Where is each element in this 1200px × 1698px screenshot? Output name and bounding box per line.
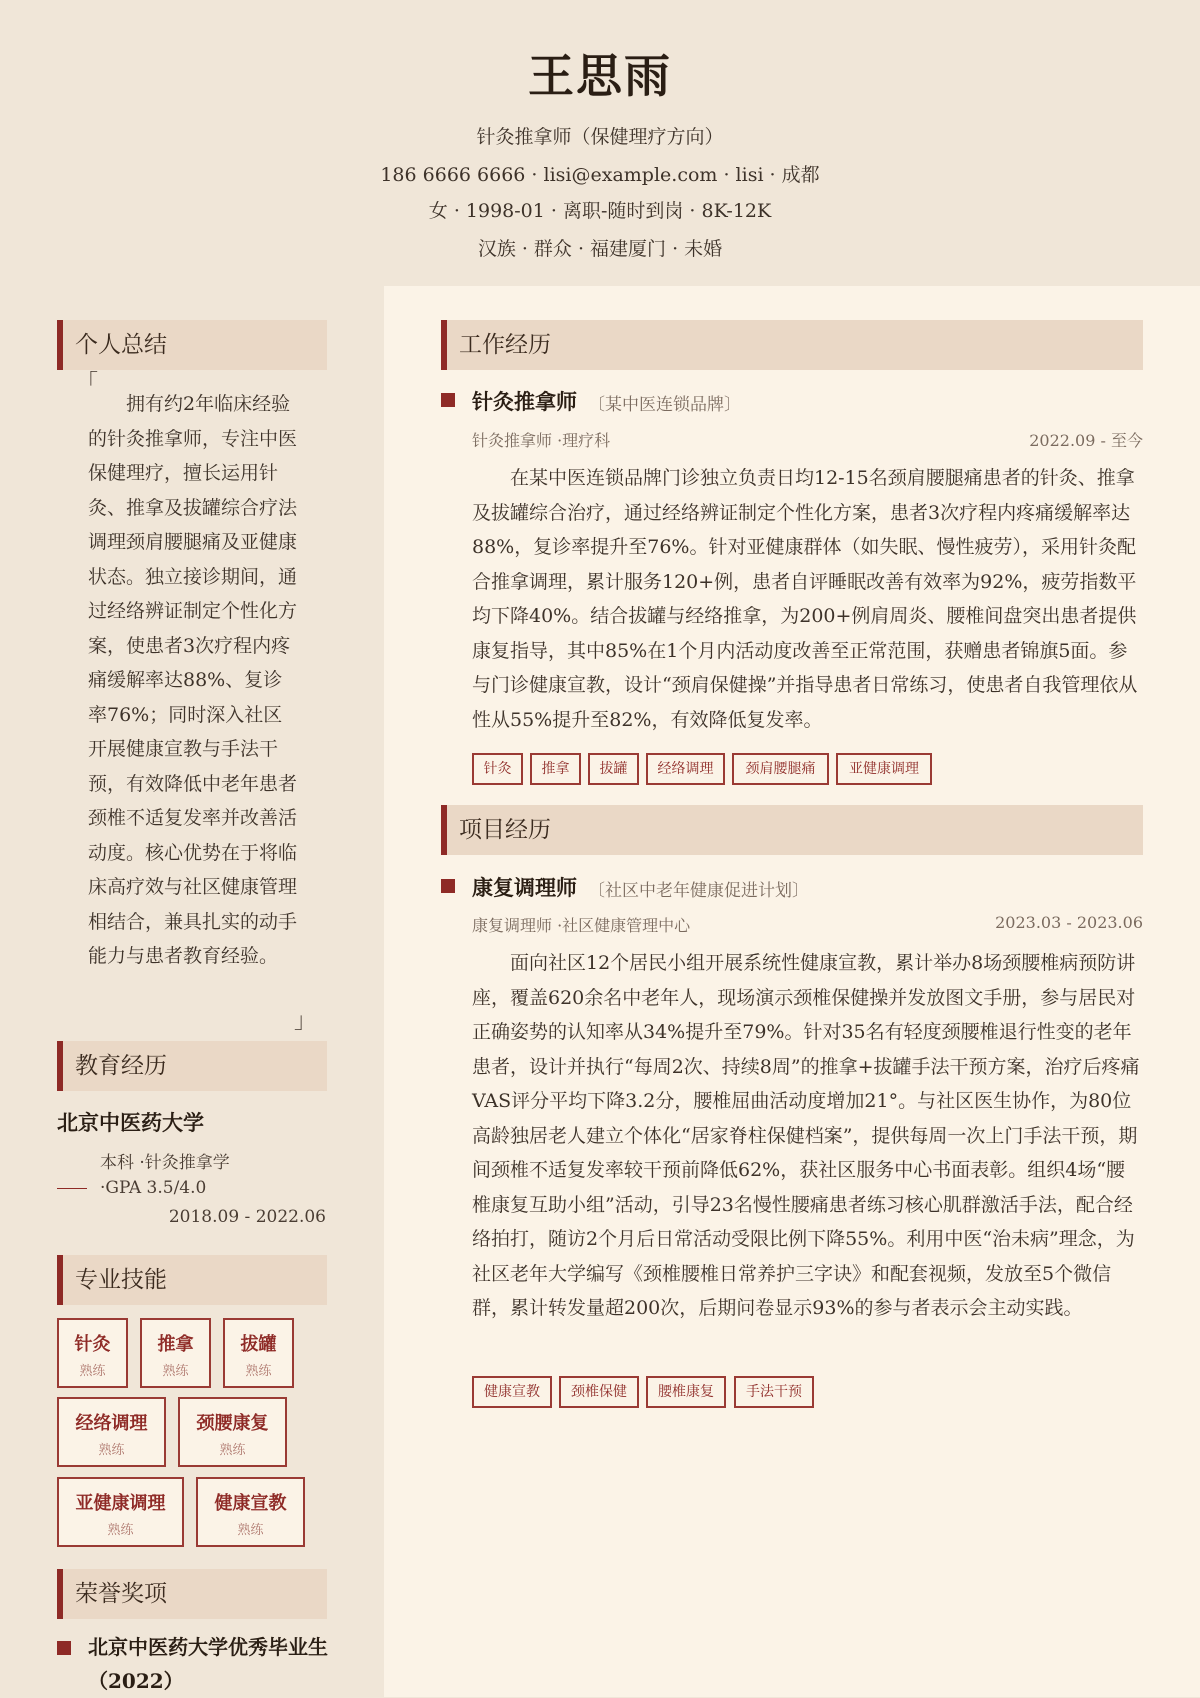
work-tag: 经络调理 — [646, 753, 725, 785]
work-tag: 推拿 — [530, 753, 581, 785]
resume-header — [0, 0, 1200, 286]
skill-level: 熟练 — [219, 1443, 246, 1458]
project-tag: 颈椎保健 — [559, 1376, 639, 1408]
section-title-awards: 荣誉奖项 — [57, 1569, 327, 1619]
extra-info-line: 汉族 · 群众 · 福建厦门 · 未婚 — [477, 238, 723, 260]
education-date: 2018.09 - 2022.06 — [168, 1207, 326, 1227]
section-title-skills: 专业技能 — [57, 1255, 327, 1305]
summary-text: 拥有约2年临床经验的针灸推拿师，专注中医保健理疗，擅长运用针灸、推拿及拔罐综合疗法调理颈肩腰腿痛及亚健康状态。独立接诊期间，通过经络辨证制定个性化方案，使患者3次疗程内疼痛缓解率达88%、复诊率76%；同时深入社区开展健康宣教与手法干预，有效降低中老年患者颈椎不适复发率并改善活动度。核心优势在于将临床高疗效与社区健康管理相结合，兼具扎实的动手能力与患者教育经验。 — [88, 393, 298, 967]
skill-level: 熟练 — [237, 1523, 264, 1538]
contact-line: 186 6666 6666 · lisi@example.com · lisi · 成都 — [380, 164, 820, 186]
degree-major: 本科 ·针灸推拿学 — [100, 1153, 230, 1173]
project-tag: 手法干预 — [734, 1376, 814, 1408]
project-org: 〔社区中老年健康促进计划〕 — [588, 881, 809, 901]
work-tag: 颈肩腰腿痛 — [732, 753, 829, 785]
section-title-summary: 个人总结 — [57, 320, 327, 370]
job-intention: 针灸推拿师（保健理疗方向） — [476, 126, 724, 148]
project-role: 康复调理师 — [472, 875, 577, 900]
project-description: 面向社区12个居民小组开展系统性健康宣教，累计举办8场颈腰椎病预防讲座，覆盖620余名中老年人，现场演示颈椎保健操并发放图文手册，参与居民对正确姿势的认知率从34%提升至79%。针对35名有轻度颈腰椎退行性变的老年患者，设计并执行“每周2次、持续8周”的推拿+拔罐手法干预方案，治疗后疼痛VAS评分平均下降3.2分，腰椎屈曲活动度增加21°。与社区医生协作，为80位高龄独居老人建立个体化“居家脊柱保健档案”，提供每周一次上门手法干预，期间颈椎不适复发率较干预前降低62%，获社区服务中心书面表彰。组织4场“腰椎康复互助小组”活动，引导23名慢性腰痛患者练习核心肌群激活手法，配合经络拍打，随访2个月后日常活动受限比例下降55%。利用中医“治未病”理念，为社区老年大学编写《颈椎腰椎日常养护三字诀》和配套视频，发放至5个微信群，累计转发量超200次，后期问卷显示93%的参与者表示会主动实践。 — [472, 952, 1140, 1319]
skill-level: 熟练 — [98, 1443, 125, 1458]
close-quote-mark: 」 — [294, 1009, 317, 1034]
divider-dash — [57, 1188, 87, 1189]
skill-badge — [57, 1397, 166, 1467]
bullet-square-icon — [441, 879, 455, 893]
work-tag: 拔罐 — [588, 753, 639, 785]
work-description: 在某中医连锁品牌门诊独立负责日均12-15名颈肩腰腿痛患者的针灸、推拿及拔罐综合治疗，通过经络辨证制定个性化方案，患者3次疗程内疼痛缓解率达88%，复诊率提升至76%。针对亚健康群体（如失眠、慢性疲劳），采用针灸配合推拿调理，累计服务120+例，患者自评睡眠改善有效率为92%，疲劳指数平均下降40%。结合拔罐与经络推拿，为200+例肩周炎、腰椎间盘突出患者提供康复指导，其中85%在1个月内活动度改善至正常范围，获赠患者锦旗5面。参与门诊健康宣教，设计“颈肩保健操”并指导患者日常练习，使患者自我管理依从性从55%提升至82%，有效降低复发率。 — [472, 467, 1138, 731]
section-title-work: 工作经历 — [441, 320, 1143, 370]
work-tag: 亚健康调理 — [836, 753, 932, 785]
skill-badge — [196, 1477, 305, 1547]
skill-badge — [223, 1318, 294, 1388]
award-item: 北京中医药大学优秀毕业生（2022） — [88, 1635, 328, 1693]
project-tag: 腰椎康复 — [646, 1376, 726, 1408]
skill-level: 熟练 — [107, 1523, 134, 1538]
skill-name: 健康宣教 — [214, 1493, 287, 1514]
project-subtitle: 康复调理师 ·社区健康管理中心 — [472, 916, 691, 935]
section-title-projects: 项目经历 — [441, 805, 1143, 855]
bullet-square-icon — [441, 393, 455, 407]
skill-level: 熟练 — [79, 1364, 106, 1379]
work-subtitle: 针灸推拿师 ·理疗科 — [472, 431, 611, 450]
project-date: 2023.03 - 2023.06 — [995, 913, 1143, 932]
skill-badge — [140, 1318, 211, 1388]
work-tag: 针灸 — [472, 753, 523, 785]
skill-name: 推拿 — [157, 1334, 194, 1355]
skill-name: 经络调理 — [75, 1413, 148, 1434]
project-tag: 健康宣教 — [472, 1376, 552, 1408]
gpa: ·GPA 3.5/4.0 — [100, 1178, 207, 1198]
skill-name: 针灸 — [74, 1334, 111, 1355]
skill-level: 熟练 — [245, 1364, 272, 1379]
skill-badge — [178, 1397, 287, 1467]
skill-level: 熟练 — [162, 1364, 189, 1379]
skill-name: 颈腰康复 — [196, 1413, 269, 1434]
bullet-square-icon — [57, 1641, 71, 1655]
work-date: 2022.09 - 至今 — [1029, 431, 1143, 450]
section-title-education: 教育经历 — [57, 1041, 327, 1091]
candidate-name: 王思雨 — [528, 49, 672, 103]
open-quote-mark: 「 — [76, 371, 99, 396]
work-org: 〔某中医连锁品牌〕 — [588, 395, 741, 415]
basic-info-line: 女 · 1998-01 · 离职-随时到岗 · 8K-12K — [428, 200, 772, 222]
school-name: 北京中医药大学 — [57, 1110, 204, 1135]
skill-badge — [57, 1477, 184, 1547]
skill-name: 拔罐 — [240, 1334, 277, 1355]
skill-badge — [57, 1318, 128, 1388]
work-role: 针灸推拿师 — [472, 389, 577, 414]
skill-name: 亚健康调理 — [75, 1493, 166, 1514]
